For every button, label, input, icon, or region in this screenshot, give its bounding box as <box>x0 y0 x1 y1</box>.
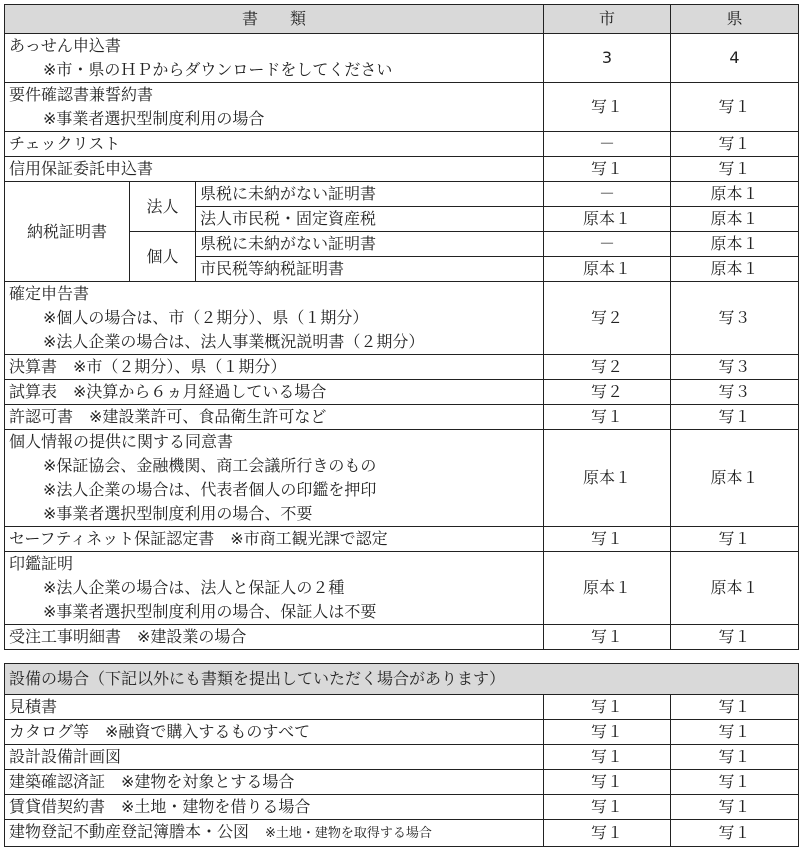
city-cell: 写２ <box>544 282 671 355</box>
doc-cell: 賃貸借契約書 ※土地・建物を借りる場合 <box>5 795 544 820</box>
table-row <box>5 770 799 795</box>
documents-table <box>4 4 799 650</box>
city-cell: 原本１ <box>544 430 671 527</box>
table-row <box>5 83 799 132</box>
table-row <box>5 34 799 83</box>
pref-cell: 原本１ <box>671 182 799 207</box>
table-row <box>5 745 799 770</box>
table-row <box>5 282 799 355</box>
city-cell: － <box>544 232 671 257</box>
city-cell: 写２ <box>544 380 671 405</box>
equipment-header-row <box>5 664 799 695</box>
doc-note: ※事業者選択型制度利用の場合、保証人は不要 <box>43 602 377 621</box>
pref-cell: 写１ <box>671 132 799 157</box>
table-row <box>5 405 799 430</box>
city-cell: 3 <box>544 34 671 83</box>
doc-cell <box>5 34 544 83</box>
tax-indiv-label: 個人 <box>130 232 196 282</box>
pref-cell: 写１ <box>671 720 799 745</box>
tax-cert-label: 納税証明書 <box>5 182 130 282</box>
doc-cell: 県税に未納がない証明書 <box>196 232 544 257</box>
city-cell: 写１ <box>544 83 671 132</box>
pref-cell: 写１ <box>671 745 799 770</box>
doc-name: 確定申告書 <box>9 284 90 303</box>
tax-corp-label: 法人 <box>130 182 196 232</box>
table-row <box>5 380 799 405</box>
header-pref: 県 <box>671 5 799 34</box>
city-cell: 写１ <box>544 157 671 182</box>
city-cell: 写２ <box>544 355 671 380</box>
city-cell: 原本１ <box>544 257 671 282</box>
pref-cell: 原本１ <box>671 430 799 527</box>
pref-cell: 写１ <box>671 157 799 182</box>
doc-note: ※事業者選択型制度利用の場合 <box>43 109 265 128</box>
table-row <box>5 720 799 745</box>
city-cell: 写１ <box>544 527 671 552</box>
doc-cell: 市民税等納税証明書 <box>196 257 544 282</box>
doc-cell: 法人市民税・固定資産税 <box>196 207 544 232</box>
doc-note: ※保証協会、金融機関、商工会議所行きのもの <box>43 456 377 475</box>
pref-cell: 原本１ <box>671 207 799 232</box>
table-row <box>5 355 799 380</box>
table-row <box>5 820 799 847</box>
doc-name: あっせん申込書 <box>9 36 121 55</box>
doc-note: ※土地・建物を取得する場合 <box>265 826 432 841</box>
doc-cell: 県税に未納がない証明書 <box>196 182 544 207</box>
pref-cell: 4 <box>671 34 799 83</box>
doc-cell: 見積書 <box>5 695 544 720</box>
table-row <box>5 625 799 650</box>
header-city: 市 <box>544 5 671 34</box>
pref-cell: 写１ <box>671 83 799 132</box>
city-cell: 原本１ <box>544 552 671 625</box>
doc-cell: 設計設備計画図 <box>5 745 544 770</box>
pref-cell: 写１ <box>671 795 799 820</box>
doc-cell: カタログ等 ※融資で購入するものすべて <box>5 720 544 745</box>
pref-cell: 写１ <box>671 695 799 720</box>
pref-cell: 原本１ <box>671 232 799 257</box>
doc-note: ※法人企業の場合は、代表者個人の印鑑を押印 <box>43 480 377 499</box>
doc-cell <box>5 83 544 132</box>
doc-name: 要件確認書兼誓約書 <box>9 85 154 104</box>
city-cell: 原本１ <box>544 207 671 232</box>
table-header-row <box>5 5 799 34</box>
pref-cell: 写１ <box>671 527 799 552</box>
equipment-table <box>4 663 799 847</box>
city-cell: 写１ <box>544 770 671 795</box>
doc-name: 印鑑証明 <box>9 554 74 573</box>
doc-cell: 試算表 ※決算から６ヵ月経過している場合 <box>5 380 544 405</box>
city-cell: 写１ <box>544 745 671 770</box>
doc-cell: 信用保証委託申込書 <box>5 157 544 182</box>
table-row <box>5 695 799 720</box>
pref-cell: 写３ <box>671 282 799 355</box>
city-cell: 写１ <box>544 695 671 720</box>
city-cell: 写１ <box>544 795 671 820</box>
doc-note: ※市・県のＨＰからダウンロードをしてください <box>43 60 393 79</box>
doc-note: ※個人の場合は、市（２期分）、県（１期分） <box>43 308 369 327</box>
pref-cell: 写３ <box>671 355 799 380</box>
doc-name: 建物登記不動産登記簿謄本・公図 <box>9 822 250 841</box>
doc-cell: 建築確認済証 ※建物を対象とする場合 <box>5 770 544 795</box>
doc-cell <box>5 820 544 847</box>
doc-cell <box>5 282 544 355</box>
pref-cell: 写１ <box>671 405 799 430</box>
doc-cell: セーフティネット保証認定書 ※市商工観光課で認定 <box>5 527 544 552</box>
equipment-header: 設備の場合（下記以外にも書類を提出していただく場合があります） <box>5 664 799 695</box>
table-row <box>5 795 799 820</box>
pref-cell: 原本１ <box>671 257 799 282</box>
table-row <box>5 182 799 207</box>
header-documents: 書 類 <box>5 5 544 34</box>
doc-name: 個人情報の提供に関する同意書 <box>9 432 234 451</box>
doc-cell <box>5 430 544 527</box>
table-row <box>5 430 799 527</box>
pref-cell: 写１ <box>671 770 799 795</box>
table-row <box>5 527 799 552</box>
doc-cell: 決算書 ※市（２期分）、県（１期分） <box>5 355 544 380</box>
doc-cell: 許認可書 ※建設業許可、食品衛生許可など <box>5 405 544 430</box>
pref-cell: 原本１ <box>671 552 799 625</box>
pref-cell: 写３ <box>671 380 799 405</box>
city-cell: － <box>544 182 671 207</box>
doc-note: ※法人企業の場合は、法人と保証人の２種 <box>43 578 345 597</box>
pref-cell: 写１ <box>671 625 799 650</box>
doc-cell: チェックリスト <box>5 132 544 157</box>
table-row <box>5 132 799 157</box>
pref-cell: 写１ <box>671 820 799 847</box>
doc-note: ※事業者選択型制度利用の場合、不要 <box>43 504 313 523</box>
doc-cell <box>5 552 544 625</box>
doc-note: ※法人企業の場合は、法人事業概況説明書（２期分） <box>43 332 425 351</box>
table-row <box>5 552 799 625</box>
city-cell: 写１ <box>544 720 671 745</box>
city-cell: － <box>544 132 671 157</box>
table-row <box>5 157 799 182</box>
city-cell: 写１ <box>544 405 671 430</box>
city-cell: 写１ <box>544 820 671 847</box>
doc-cell: 受注工事明細書 ※建設業の場合 <box>5 625 544 650</box>
city-cell: 写１ <box>544 625 671 650</box>
